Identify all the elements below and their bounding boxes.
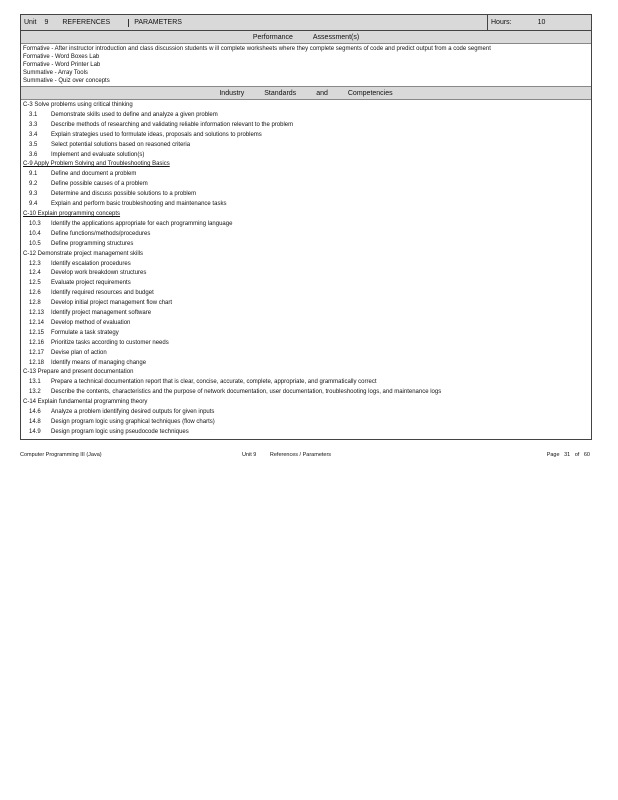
competency-text: Identify required resources and budget: [51, 290, 154, 297]
footer-of: of: [574, 452, 580, 458]
competency-number: 3.1: [29, 111, 38, 118]
competency-item: [23, 289, 589, 299]
competency-item: [23, 220, 589, 230]
competency-text: Select potential solutions based on reasoned criteria: [51, 141, 191, 148]
performance-band: [21, 31, 591, 44]
competency-item: [23, 260, 589, 270]
divider: [128, 19, 129, 27]
competency-text: Explain strategies used to formulate ideas, proposals and solutions to problems: [51, 131, 262, 138]
competency-number: 12.17: [29, 349, 45, 356]
competency-text: Describe methods of researching and validating reliable information relevant to the problem: [51, 121, 294, 128]
footer-unit: Unit 9: [242, 452, 257, 458]
assessment-item: Formative - Word Printer Lab: [23, 62, 101, 68]
assessment-item: Formative - Word Boxes Lab: [23, 54, 100, 60]
footer-page-label: Page: [546, 452, 560, 458]
competency-text: Evaluate project requirements: [51, 280, 131, 287]
competency-number: 12.4: [29, 270, 41, 277]
competency-text: Prioritize tasks according to customer needs: [51, 339, 169, 346]
page-footer: [20, 452, 590, 458]
competency-item: [23, 240, 589, 250]
competency-item: [23, 378, 589, 388]
competency-number: 12.8: [29, 300, 41, 307]
competency-item: [23, 359, 589, 369]
competency-number: 14.6: [29, 409, 41, 416]
competency-number: 3.3: [29, 121, 38, 128]
competency-number: 13.2: [29, 389, 41, 396]
footer-course: Computer Programming III (Java): [20, 452, 102, 458]
competency-text: Design program logic using pseudocode techniques: [51, 428, 189, 435]
competency-text: Devise plan of action: [51, 349, 107, 356]
footer-middle: [242, 452, 530, 458]
competency-item: [23, 408, 589, 418]
competency-number: 3.5: [29, 141, 38, 148]
competency-number: 12.15: [29, 329, 45, 336]
header-left: [21, 15, 488, 30]
competency-number: 3.4: [29, 131, 38, 138]
competency-text: Describe the contents, characteristics and the purpose of network documentation, user documentation, troubleshooting logs, and maintenance logs: [51, 389, 442, 396]
competency-text: Design program logic using graphical techniques (flow charts): [51, 419, 215, 425]
assessment-word: Assessment(s): [312, 33, 360, 41]
competency-item: [23, 279, 589, 289]
competency-item: [23, 329, 589, 339]
footer-page: [530, 452, 590, 458]
competency-text: Develop work breakdown structures: [51, 270, 147, 277]
assessment-item: Summative - Array Tools: [23, 70, 88, 76]
competency-item: [23, 299, 589, 309]
footer-section: References / Parameters: [269, 452, 332, 458]
competency-text: Analyze a problem identifying desired outputs for given inputs: [51, 409, 215, 416]
competency-text: Develop method of evaluation: [51, 319, 131, 326]
competency-group: C-12 Demonstrate project management skills: [23, 250, 144, 257]
competency-text: Define and document a problem: [51, 171, 137, 178]
competency-text: Define programming structures: [51, 240, 134, 247]
competency-item: [23, 190, 589, 200]
competency-item: [23, 151, 589, 161]
parameters-label: PARAMETERS: [134, 19, 182, 26]
competency-text: Demonstrate skills used to define and analyze a given problem: [51, 111, 218, 118]
competency-number: 9.1: [29, 171, 38, 178]
standards-word-1: Industry: [219, 89, 245, 97]
competency-item: [23, 121, 589, 131]
competency-number: 9.2: [29, 181, 38, 188]
standards-word-2: Standards: [264, 89, 297, 97]
competency-group: C-10 Explain programming concepts: [23, 210, 121, 217]
competency-number: 3.6: [29, 151, 38, 158]
standards-word-3: and: [316, 89, 328, 97]
competency-item: [23, 428, 589, 438]
competency-item: [23, 388, 589, 398]
unit-label: Unit: [24, 19, 37, 26]
header-right: [488, 15, 591, 30]
competency-text: Identify means of managing change: [51, 359, 147, 366]
competency-number: 14.9: [29, 428, 41, 435]
competency-item: [23, 269, 589, 279]
competency-text: Prepare a technical documentation report that is clear, concise, accurate, complete, appropriate, and grammatically correct: [51, 379, 377, 386]
competency-group: C-14 Explain fundamental programming theory: [23, 399, 148, 406]
competency-number: 12.14: [29, 319, 45, 326]
competency-number: 9.3: [29, 191, 38, 198]
standards-word-4: Competencies: [347, 89, 393, 97]
unit-number: 9: [44, 19, 49, 26]
competency-text: Determine and discuss possible solutions to a problem: [51, 191, 197, 198]
competency-text: Implement and evaluate solution(s): [51, 151, 145, 158]
competency-text: Identify project management software: [51, 310, 152, 317]
standards-band: [21, 87, 591, 100]
competency-number: 14.8: [29, 419, 41, 425]
competency-item: [23, 111, 589, 121]
competency-group: C-9 Apply Problem Solving and Troubleshooting Basics: [23, 161, 170, 168]
competency-number: 12.6: [29, 290, 41, 297]
competency-item: [23, 309, 589, 319]
competency-item: [23, 141, 589, 151]
competency-number: 10.3: [29, 220, 41, 227]
competency-number: 12.16: [29, 339, 45, 346]
competency-item: [23, 418, 589, 428]
footer-page-total: 60: [583, 452, 590, 458]
competency-number: 10.5: [29, 240, 41, 247]
competency-item: [23, 200, 589, 210]
competency-text: Identify the applications appropriate for each programming language: [51, 220, 233, 227]
assessments-list: [21, 44, 591, 87]
document-frame: [20, 14, 592, 440]
competency-number: 13.1: [29, 379, 41, 386]
competency-item: [23, 230, 589, 240]
references-label: REFERENCES: [62, 19, 111, 26]
competencies-list: [21, 100, 591, 439]
hours-label: Hours:: [491, 19, 512, 26]
competency-item: [23, 170, 589, 180]
assessment-item: Summative - Quiz over concepts: [23, 78, 110, 84]
assessment-item: Formative - After instructor introduction and class discussion students w ill complete worksheets where they complete segments of code and predict output from a code segment: [23, 46, 491, 52]
header-row: [21, 15, 591, 31]
competency-number: 12.5: [29, 280, 41, 287]
competency-number: 12.13: [29, 310, 45, 317]
competency-text: Formulate a task strategy: [51, 329, 119, 336]
performance-word: Performance: [252, 33, 293, 41]
competency-item: [23, 349, 589, 359]
competency-number: 10.4: [29, 230, 41, 237]
competency-item: [23, 180, 589, 190]
footer-page-num: 31: [564, 452, 571, 458]
hours-value: 10: [537, 19, 546, 26]
competency-text: Identify escalation procedures: [51, 260, 131, 267]
competency-text: Define possible causes of a problem: [51, 181, 148, 188]
competency-group: C-3 Solve problems using critical thinking: [23, 102, 133, 108]
competency-text: Develop initial project management flow chart: [51, 300, 173, 307]
competency-item: [23, 131, 589, 141]
competency-number: 12.18: [29, 359, 45, 366]
competency-item: [23, 339, 589, 349]
competency-group: C-13 Prepare and present documentation: [23, 369, 134, 376]
competency-text: Define functions/methods/procedures: [51, 230, 151, 237]
competency-item: [23, 319, 589, 329]
competency-text: Explain and perform basic troubleshooting and maintenance tasks: [51, 201, 227, 208]
competency-number: 12.3: [29, 260, 41, 267]
competency-number: 9.4: [29, 201, 38, 208]
